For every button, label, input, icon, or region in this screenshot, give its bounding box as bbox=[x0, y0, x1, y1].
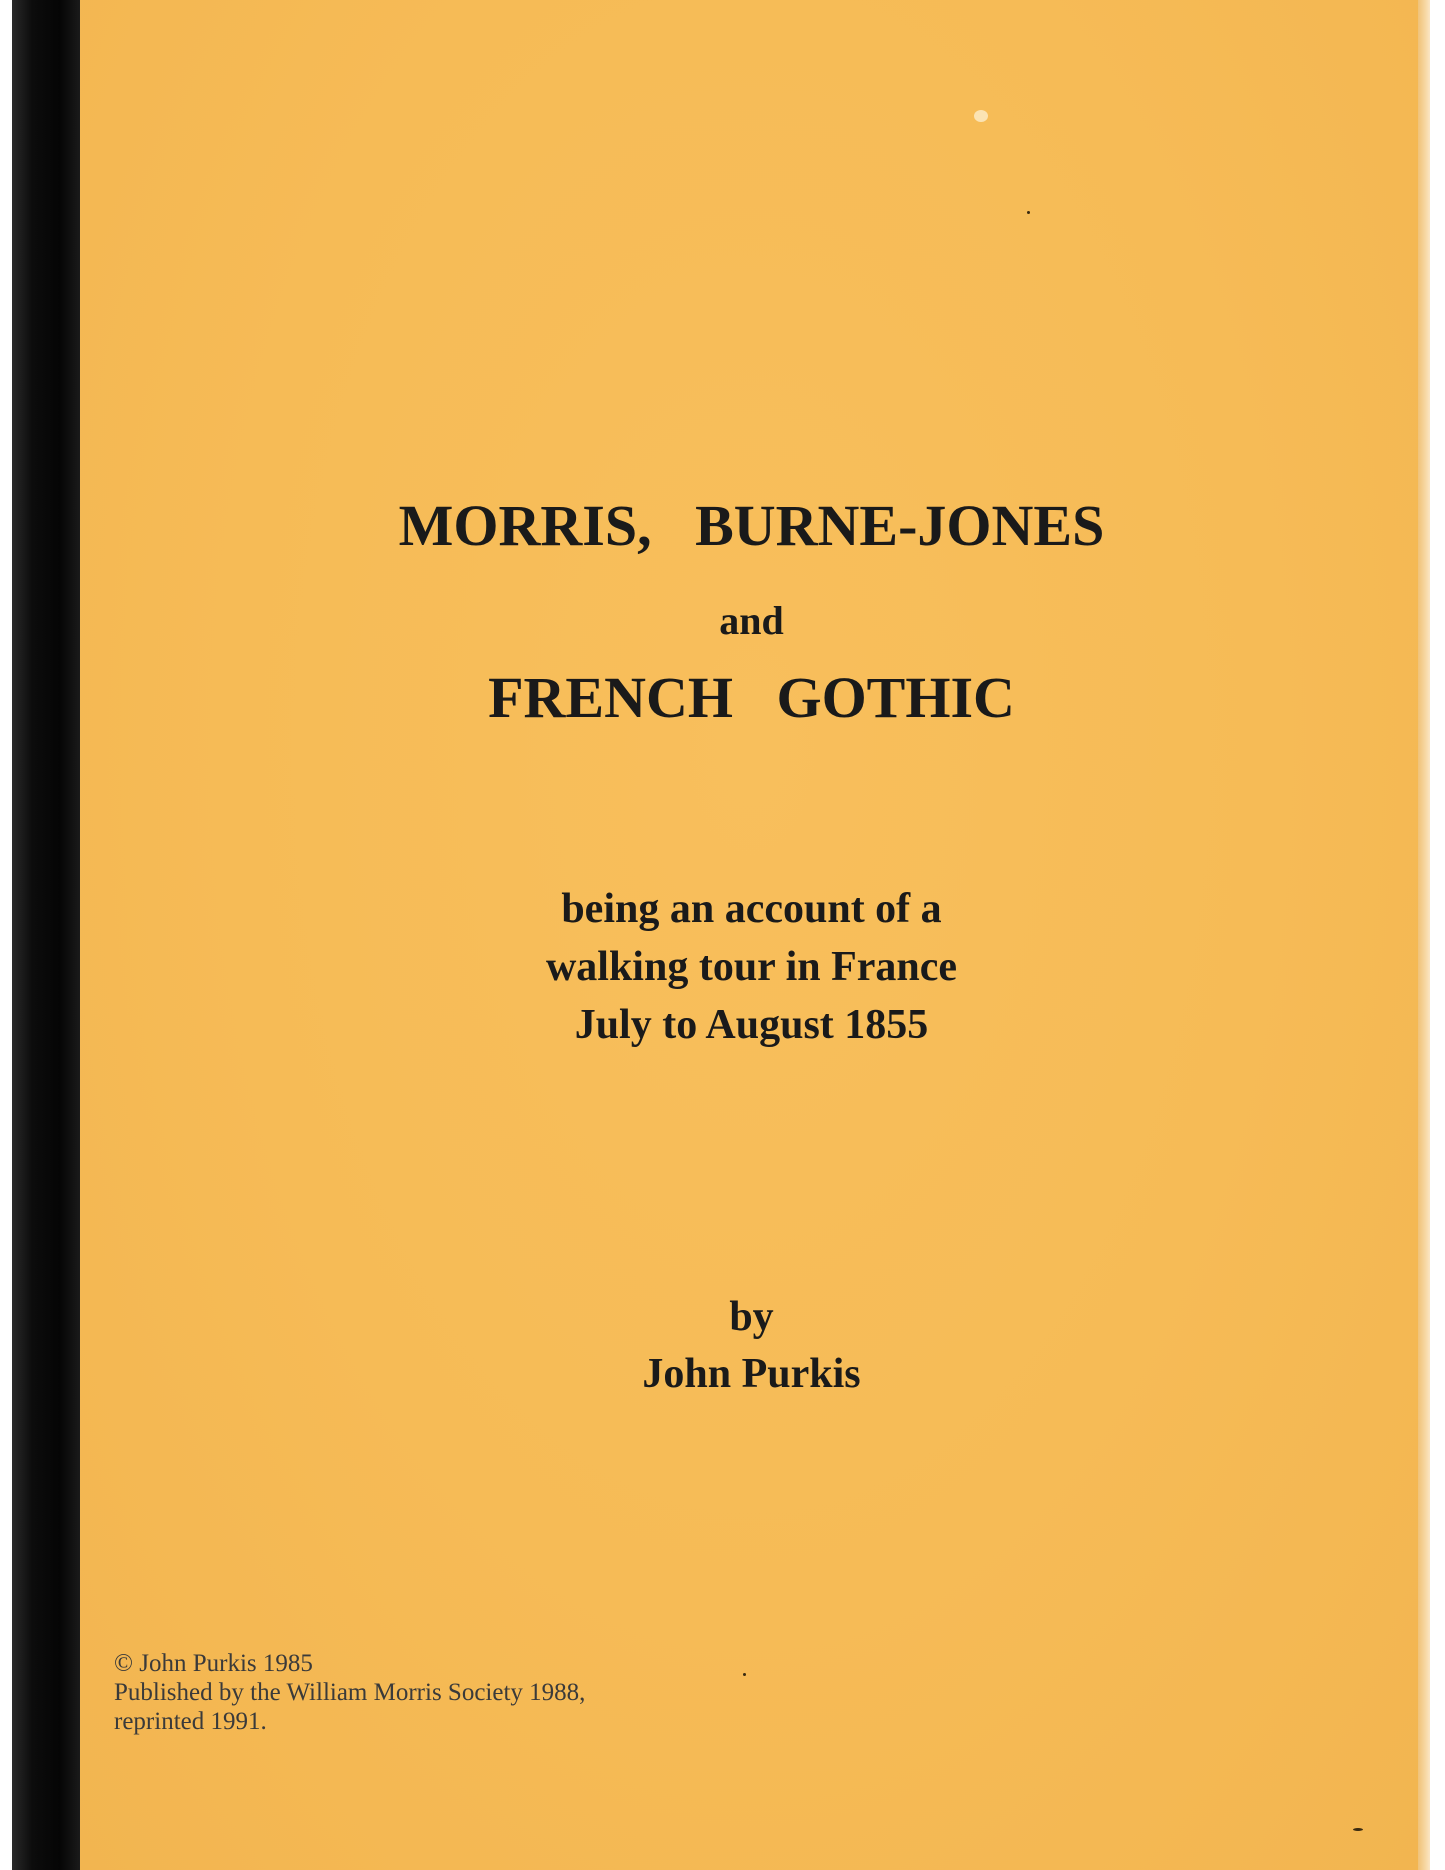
title-line-1: MORRIS, BURNE-JONES bbox=[398, 493, 1105, 558]
publisher-line: Published by the William Morris Society 1988, bbox=[114, 1679, 586, 1706]
paper-blemish bbox=[974, 110, 988, 122]
title-line-2: and bbox=[719, 598, 784, 643]
reprint-line: reprinted 1991. bbox=[114, 1708, 267, 1735]
paper-dot bbox=[1353, 1828, 1363, 1831]
subtitle-line-1: being an account of a bbox=[561, 886, 942, 932]
scan-margin-left bbox=[0, 0, 12, 1870]
copyright-line: © John Purkis 1985 bbox=[114, 1650, 313, 1677]
subtitle-line-3: July to August 1855 bbox=[574, 1002, 929, 1048]
scan-margin-right bbox=[1430, 0, 1445, 1870]
imprint-block bbox=[114, 1649, 585, 1736]
paper-dot bbox=[1027, 211, 1030, 214]
book-cover bbox=[80, 0, 1423, 1870]
subtitle-line-2: walking tour in France bbox=[545, 944, 958, 990]
cover-edge bbox=[1418, 0, 1430, 1870]
author-name: John Purkis bbox=[642, 1351, 861, 1397]
binding-spine bbox=[12, 0, 80, 1870]
title-line-3: FRENCH GOTHIC bbox=[488, 665, 1015, 730]
byline: by bbox=[729, 1294, 774, 1340]
paper-dot bbox=[743, 1673, 746, 1676]
